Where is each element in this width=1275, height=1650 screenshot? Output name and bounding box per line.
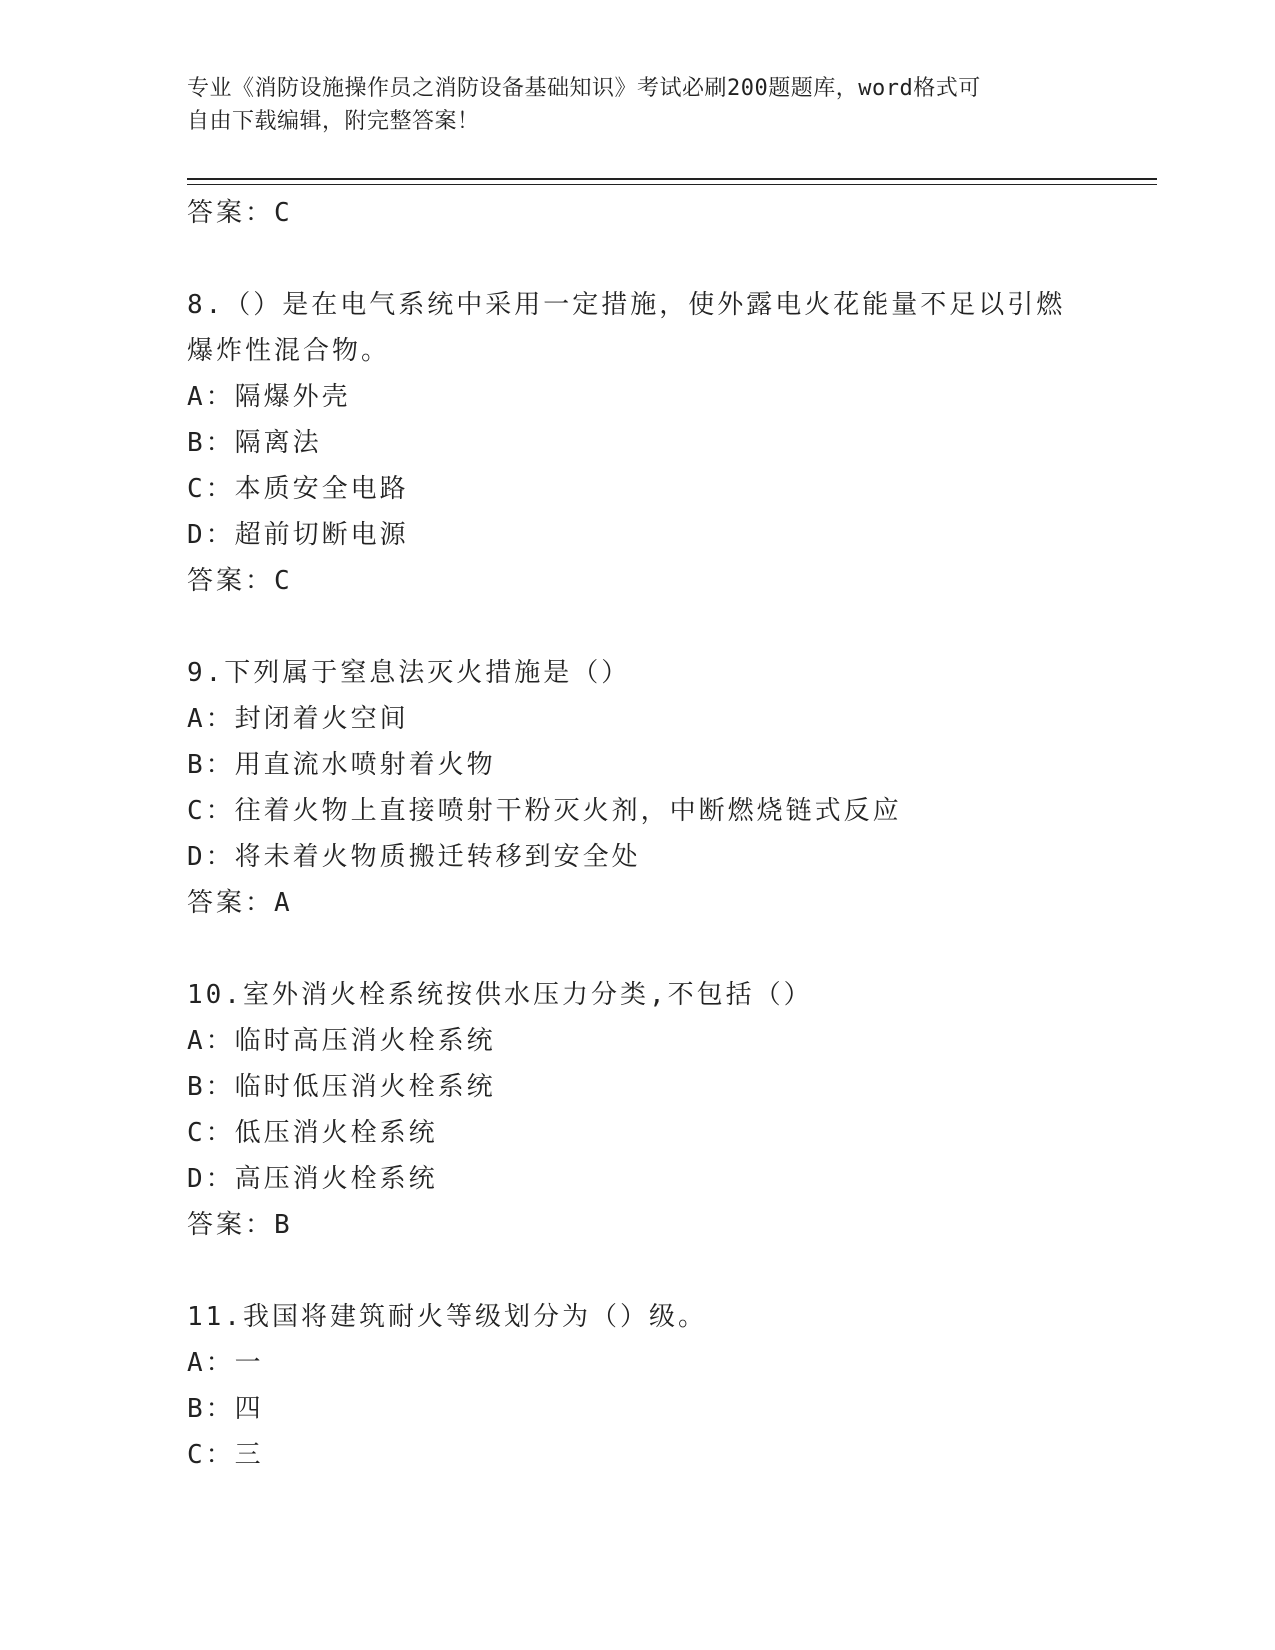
answer-label: 答案：C xyxy=(187,566,293,596)
option-b: B：隔离法 xyxy=(187,428,322,458)
question-10 xyxy=(187,972,1087,1248)
question-11 xyxy=(187,1294,1087,1478)
option-a: A：隔爆外壳 xyxy=(187,382,351,412)
question-stem: 9.下列属于窒息法灭火措施是（） xyxy=(187,658,631,688)
option-c: C：本质安全电路 xyxy=(187,474,409,504)
header-divider-thin xyxy=(187,184,1157,185)
question-stem: 8.（）是在电气系统中采用一定措施，使外露电火花能量不足以引燃 xyxy=(187,290,1066,320)
header-divider-thick xyxy=(187,178,1157,180)
option-c: C：三 xyxy=(187,1440,264,1470)
option-d: D：将未着火物质搬迁转移到安全处 xyxy=(187,842,641,872)
question-8 xyxy=(187,282,1087,604)
option-c: C：低压消火栓系统 xyxy=(187,1118,438,1148)
header-line-2: 自由下载编辑，附完整答案！ xyxy=(187,109,480,134)
option-b: B：用直流水喷射着火物 xyxy=(187,750,496,780)
option-a: A：一 xyxy=(187,1348,264,1378)
question-stem: 爆炸性混合物。 xyxy=(187,336,391,366)
document-header xyxy=(187,72,1067,138)
option-a: A：封闭着火空间 xyxy=(187,704,409,734)
answer-label: 答案：A xyxy=(187,888,293,918)
option-b: B：临时低压消火栓系统 xyxy=(187,1072,496,1102)
question-stem: 10.室外消火栓系统按供水压力分类,不包括（） xyxy=(187,980,813,1010)
header-line-1: 专业《消防设施操作员之消防设备基础知识》考试必刷200题题库，word格式可 xyxy=(187,76,981,101)
question-9 xyxy=(187,650,1087,926)
option-d: D：超前切断电源 xyxy=(187,520,409,550)
previous-answer: 答案：C xyxy=(187,198,293,228)
answer-label: 答案：B xyxy=(187,1210,293,1240)
option-c: C：往着火物上直接喷射干粉灭火剂，中断燃烧链式反应 xyxy=(187,796,902,826)
question-list xyxy=(187,190,1087,1478)
option-b: B：四 xyxy=(187,1394,264,1424)
option-d: D：高压消火栓系统 xyxy=(187,1164,438,1194)
option-a: A：临时高压消火栓系统 xyxy=(187,1026,496,1056)
question-stem: 11.我国将建筑耐火等级划分为（）级。 xyxy=(187,1302,707,1332)
